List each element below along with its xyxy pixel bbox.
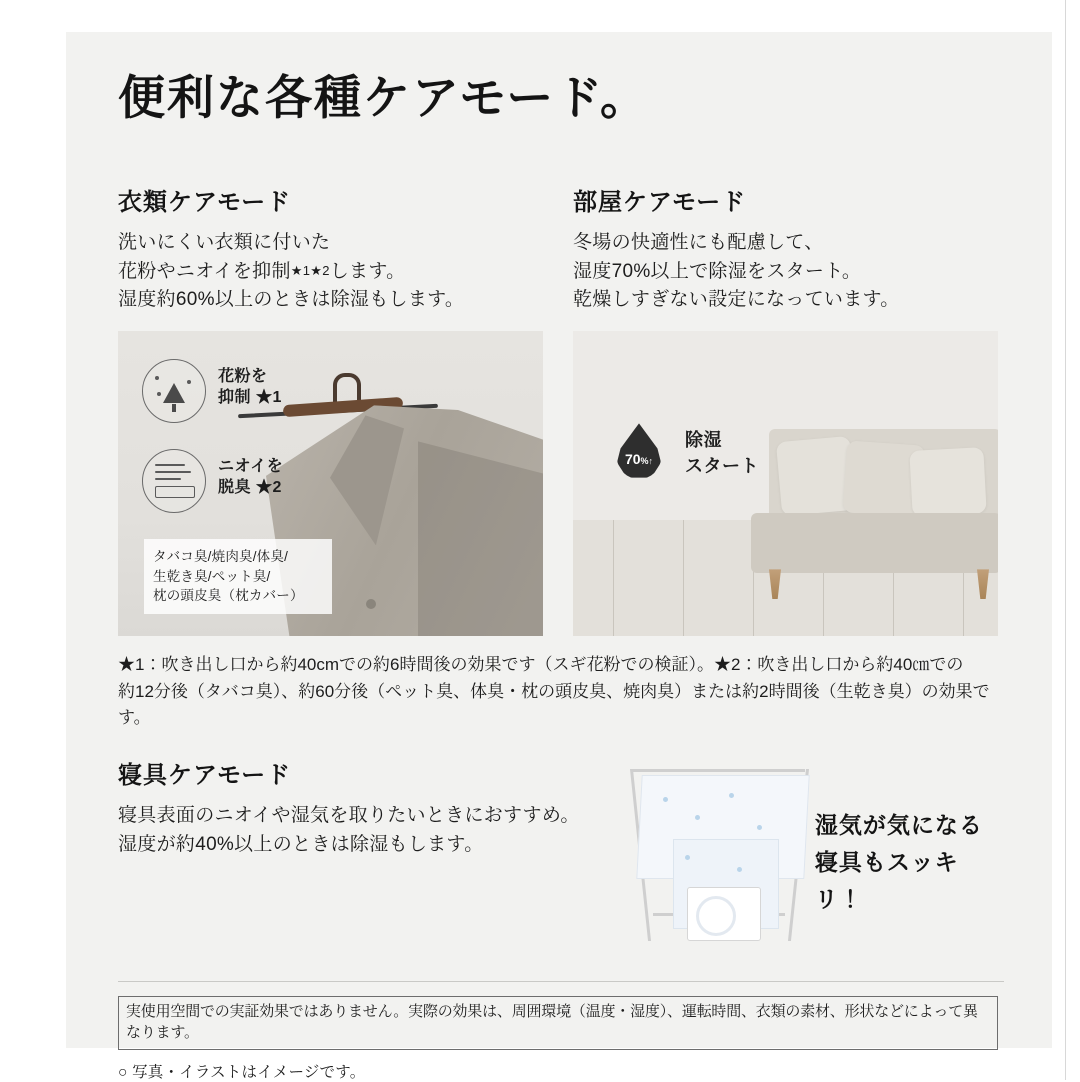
clothes-desc-superscript: ★1★2: [290, 262, 330, 278]
pollen-icon: [142, 359, 206, 423]
pollen-label: [218, 367, 282, 409]
pollen-label-line-1: 花粉を: [218, 368, 268, 386]
drying-rack: [633, 763, 803, 943]
humidity-drop-icon: [609, 423, 671, 493]
bedding-caption-line-2: 寝具もスッキリ！: [814, 849, 959, 912]
odor-wave-icon: [155, 464, 193, 486]
clothes-desc-line-2-text: 花粉やニオイを抑制: [118, 260, 291, 282]
clothes-desc-line-2-tail: します。: [329, 260, 406, 282]
room-desc-line-3: 乾燥しすぎない設定になっています。: [573, 289, 900, 311]
dehumidifier-unit: [687, 887, 761, 941]
odor-label-line-2: 脱臭 ★2: [218, 479, 282, 497]
disclaimer-boxed: 実使用空間での実証効果ではありません。実際の効果は、周囲環境（温度・湿度）、運転時間、衣類の素材、形状などによって異なります。: [118, 996, 998, 1050]
room-care-column: [573, 182, 998, 637]
sofa-seat: [751, 513, 998, 573]
clothes-care-heading: 衣類ケアモード: [118, 188, 292, 216]
content-sheet: [66, 32, 1052, 1081]
pollen-tree-trunk: [172, 404, 176, 412]
odor-base-icon: [155, 486, 195, 498]
room-desc-line-2: 湿度70%以上で除湿をスタート。: [573, 260, 862, 282]
footnote-line-1: ★1：吹き出し口から約40cmでの約6時間後の効果です（スギ花粉での検証）。★2：吹き出し口から約40㎝での: [118, 655, 964, 675]
room-care-description: [573, 229, 998, 316]
humidity-value: 70: [624, 451, 641, 468]
odor-label: [218, 457, 283, 499]
room-desc-line-1: 冬場の快適性にも配慮して、: [573, 231, 824, 253]
room-photo: [573, 331, 998, 636]
pollen-dot-icon: [157, 392, 161, 396]
bedding-caption-line-1: 湿気が気になる: [814, 812, 983, 839]
clothes-desc-line-2: [118, 258, 543, 287]
odor-label-line-1: ニオイを: [218, 458, 284, 476]
dehumidify-label-line-2: スタート: [685, 456, 759, 477]
clothes-photo: [118, 331, 543, 636]
bedding-care-description: [118, 802, 617, 860]
odor-types-note: [144, 539, 332, 614]
odor-types-line-1: タバコ臭/焼肉臭/体臭/: [153, 549, 289, 565]
cushion: [909, 447, 986, 517]
jacket-shadow: [418, 441, 543, 636]
odor-types-line-3: 枕の頭皮臭（枕カバー）: [153, 588, 304, 604]
clothes-desc-line-3: 湿度約60%以上のときは除湿もします。: [118, 289, 465, 311]
page-title: 便利な各種ケアモード。: [118, 71, 650, 124]
bedding-photo: [619, 755, 998, 955]
bedding-desc-line-1: 寝具表面のニオイや湿気を取りたいときにおすすめ。: [118, 805, 580, 827]
content-inner: [118, 72, 998, 1082]
pollen-dot-icon: [187, 380, 191, 384]
dehumidify-start-label: [685, 427, 759, 479]
dehumidifier-vent-icon: [696, 896, 736, 936]
right-edge-strip: [1065, 0, 1080, 1080]
pollen-tree-icon: [163, 383, 185, 403]
odor-types-line-2: 生乾き臭/ペット臭/: [153, 568, 271, 584]
pollen-label-line-2: 抑制 ★1: [218, 389, 282, 407]
bedding-desc-line-2: 湿度が約40%以上のときは除湿もします。: [118, 834, 484, 856]
footnote-line-2: 約12分後（タバコ臭）、約60分後（ペット臭、体臭・枕の頭皮臭、焼肉臭）または約2時間後（生乾き臭）の効果です。: [118, 681, 990, 727]
clothes-desc-line-1: 洗いにくい衣類に付いた: [118, 231, 331, 253]
disclaimer-note: ○ 写真・イラストはイメージです。: [118, 1063, 366, 1081]
bedding-care-heading: 寝具ケアモード: [118, 762, 292, 790]
odor-icon: [142, 449, 206, 513]
clothes-care-column: [118, 182, 543, 637]
humidity-unit: %↑: [640, 456, 654, 467]
clothes-care-description: [118, 229, 543, 316]
bedding-caption: [815, 807, 998, 917]
rack-bar-top: [633, 769, 805, 772]
bedding-care-section: [118, 755, 998, 955]
room-care-heading: 部屋ケアモード: [573, 188, 747, 216]
section-divider: [118, 981, 1004, 982]
humidity-badge-value: [609, 451, 669, 467]
care-mode-columns: [118, 182, 998, 637]
pollen-dot-icon: [155, 376, 159, 380]
dehumidify-label-line-1: 除湿: [685, 430, 722, 451]
bedding-care-text: [118, 755, 617, 955]
footnote: [118, 652, 998, 731]
